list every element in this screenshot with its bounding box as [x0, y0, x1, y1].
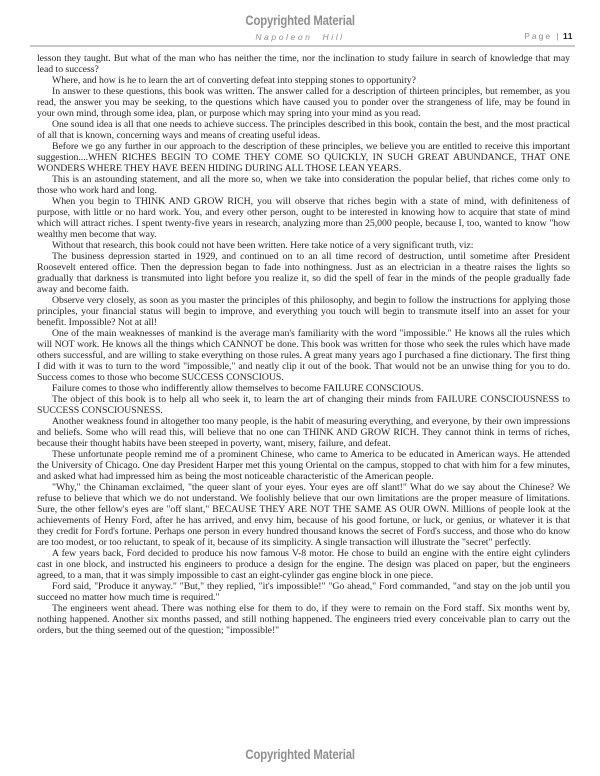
- paragraph: These unfortunate people remind me of a prominent Chinese, who came to America to be educated in American ways. He attended the University of Chicago. One day President Harper met this young Oriental on the campus, stopped to chat with him for a few minutes, and asked what had impressed him as being the most noticeable characteristic of the American people.: [37, 449, 570, 482]
- copyright-footer-text: Copyrighted Material: [245, 747, 355, 762]
- paragraph: Without that research, this book could not have been written. Here take notice of a very significant truth, viz:: [52, 240, 474, 251]
- paragraph: The engineers went ahead. There was nothing else for them to do, if they were to remain on the Ford staff. Six months went by, nothing happened. Another six months passed, and still nothing happened. The engineers tried every conceivable plan to carry out the orders, but the thing seemed out of the question; "impossible!": [37, 603, 570, 636]
- paragraph: Before we go any further in our approach to the description of these principles, we believe you are entitled to receive this important suggestion....WHEN RICHES BEGIN TO COME THEY COME SO QUICKLY, IN SUCH GREAT ABUNDANCE, THAT ONE WONDERS WHERE THEY HAVE BEEN HIDING DURING ALL THOSE LEAN YEARS.: [37, 141, 570, 174]
- paragraph: Where, and how is he to learn the art of converting defeat into stepping stones to opportunity?: [52, 75, 416, 86]
- page-number: 11: [563, 31, 573, 41]
- paragraph: One sound idea is all that one needs to achieve success. The principles described in this book, contain the best, and the most practical of all that is known, concerning ways and means of creating useful ideas.: [37, 119, 570, 141]
- paragraph: lesson they taught. But what of the man who has neither the time, nor the inclination to study failure in search of knowledge that may lead to success?: [37, 53, 570, 75]
- paragraph: Another weakness found in altogether too many people, is the habit of measuring everything, and everyone, by their own impressions and beliefs. Some who will read this, will believe that no one can THINK AND GROW RICH. They cannot think in terms of riches, because their thought habits have been steeped in poverty, want, misery, failure, and defeat.: [37, 416, 570, 449]
- body-text: [37, 53, 570, 636]
- author-name: Napoleon Hill: [255, 32, 345, 42]
- copyright-header-text: Copyrighted Material: [245, 13, 355, 28]
- header-row: [0, 27, 600, 42]
- paragraph: In answer to these questions, this book was written. The answer called for a description of thirteen principles, but remember, as you read, the answer you may be seeking, to the questions which have caused you to ponder over the strangeness of life, may be found in your own mind, through some idea, plan, or purpose which may spring into your mind as you read.: [37, 86, 570, 119]
- copyright-footer: [0, 746, 600, 764]
- paragraph: A few years back, Ford decided to produce his now famous V-8 motor. He chose to build an engine with the entire eight cylinders cast in one block, and instructed his engineers to produce a design for the engine. The design was placed on paper, but the engineers agreed, to a man, that it was simply impossible to cast an eight-cylinder gas engine block in one piece.: [37, 548, 570, 581]
- paragraph: The object of this book is to help all who seek it, to learn the art of changing their minds from FAILURE CONSCIOUSNESS to SUCCESS CONSCIOUSNESS.: [37, 394, 570, 416]
- header-rule: [30, 45, 575, 47]
- page-word: Page |: [524, 31, 561, 41]
- paragraph: When you begin to THINK AND GROW RICH, you will observe that riches begin with a state of mind, with definiteness of purpose, with little or no hard work. You, and every other person, ought to be interested in knowing how to acquire that state of mind which will attract riches. I spent twenty-five years in research, analyzing more than 25,000 people, because I, too, wanted to know "how wealthy men become that way.: [37, 196, 570, 240]
- paragraph: Observe very closely, as soon as you master the principles of this philosophy, and begin to follow the instructions for applying those principles, your financial status will begin to improve, and everything you touch will begin to transmute itself into an asset for your benefit. Impossible? Not at all!: [37, 295, 570, 328]
- paragraph: One of the main weaknesses of mankind is the average man's familiarity with the word "impossible." He knows all the rules which will NOT work. He knows all the things which CANNOT be done. This book was written for those who seek the rules which have made others successful, and are willing to stake everything on those rules. A great many years ago I purchased a fine dictionary. The first thing I did with it was to turn to the word "impossible," and neatly clip it out of the book. That would not be an unwise thing for you to do. Success comes to those who become SUCCESS CONSCIOUS.: [37, 328, 570, 383]
- paragraph: This is an astounding statement, and all the more so, when we take into consideration the popular belief, that riches come only to those who work hard and long.: [37, 174, 570, 196]
- paragraph: "Why," the Chinaman exclaimed, "the queer slant of your eyes. Your eyes are off slant!" What do we say about the Chinese? We refuse to believe that which we do not understand. We foolishly believe that our own limitations are the proper measure of limitations. Sure, the other fellow's eyes are "off slant," BECAUSE THEY ARE NOT THE SAME AS OUR OWN. Millions of people look at the achievements of Henry Ford, after he has arrived, and envy him, because of his good fortune, or luck, or genius, or whatever it is that they credit for Ford's fortune. Perhaps one person in every hundred thousand knows the secret of Ford's success, and those who do know are too modest, or too reluctant, to speak of it, because of its simplicity. A single transaction will illustrate the "secret" perfectly.: [37, 482, 570, 548]
- paragraph: Ford said, "Produce it anyway." "But," they replied, "it's impossible!" "Go ahead," Ford commanded, "and stay on the job until you succeed no matter how much time is required.": [37, 581, 570, 603]
- page-header: [0, 0, 600, 47]
- copyright-header: [0, 0, 600, 27]
- page-number-label: [524, 31, 573, 41]
- paragraph: The business depression started in 1929, and continued on to an all time record of destruction, until sometime after President Roosevelt entered office. Then the depression began to fade into nothingness. Just as an electrician in a theatre raises the lights so gradually that darkness is transmuted into light before you realize it, so did the spell of fear in the minds of the people gradually fade away and become faith.: [37, 251, 570, 295]
- paragraph: Failure comes to those who indifferently allow themselves to become FAILURE CONSCIOUS.: [52, 383, 424, 394]
